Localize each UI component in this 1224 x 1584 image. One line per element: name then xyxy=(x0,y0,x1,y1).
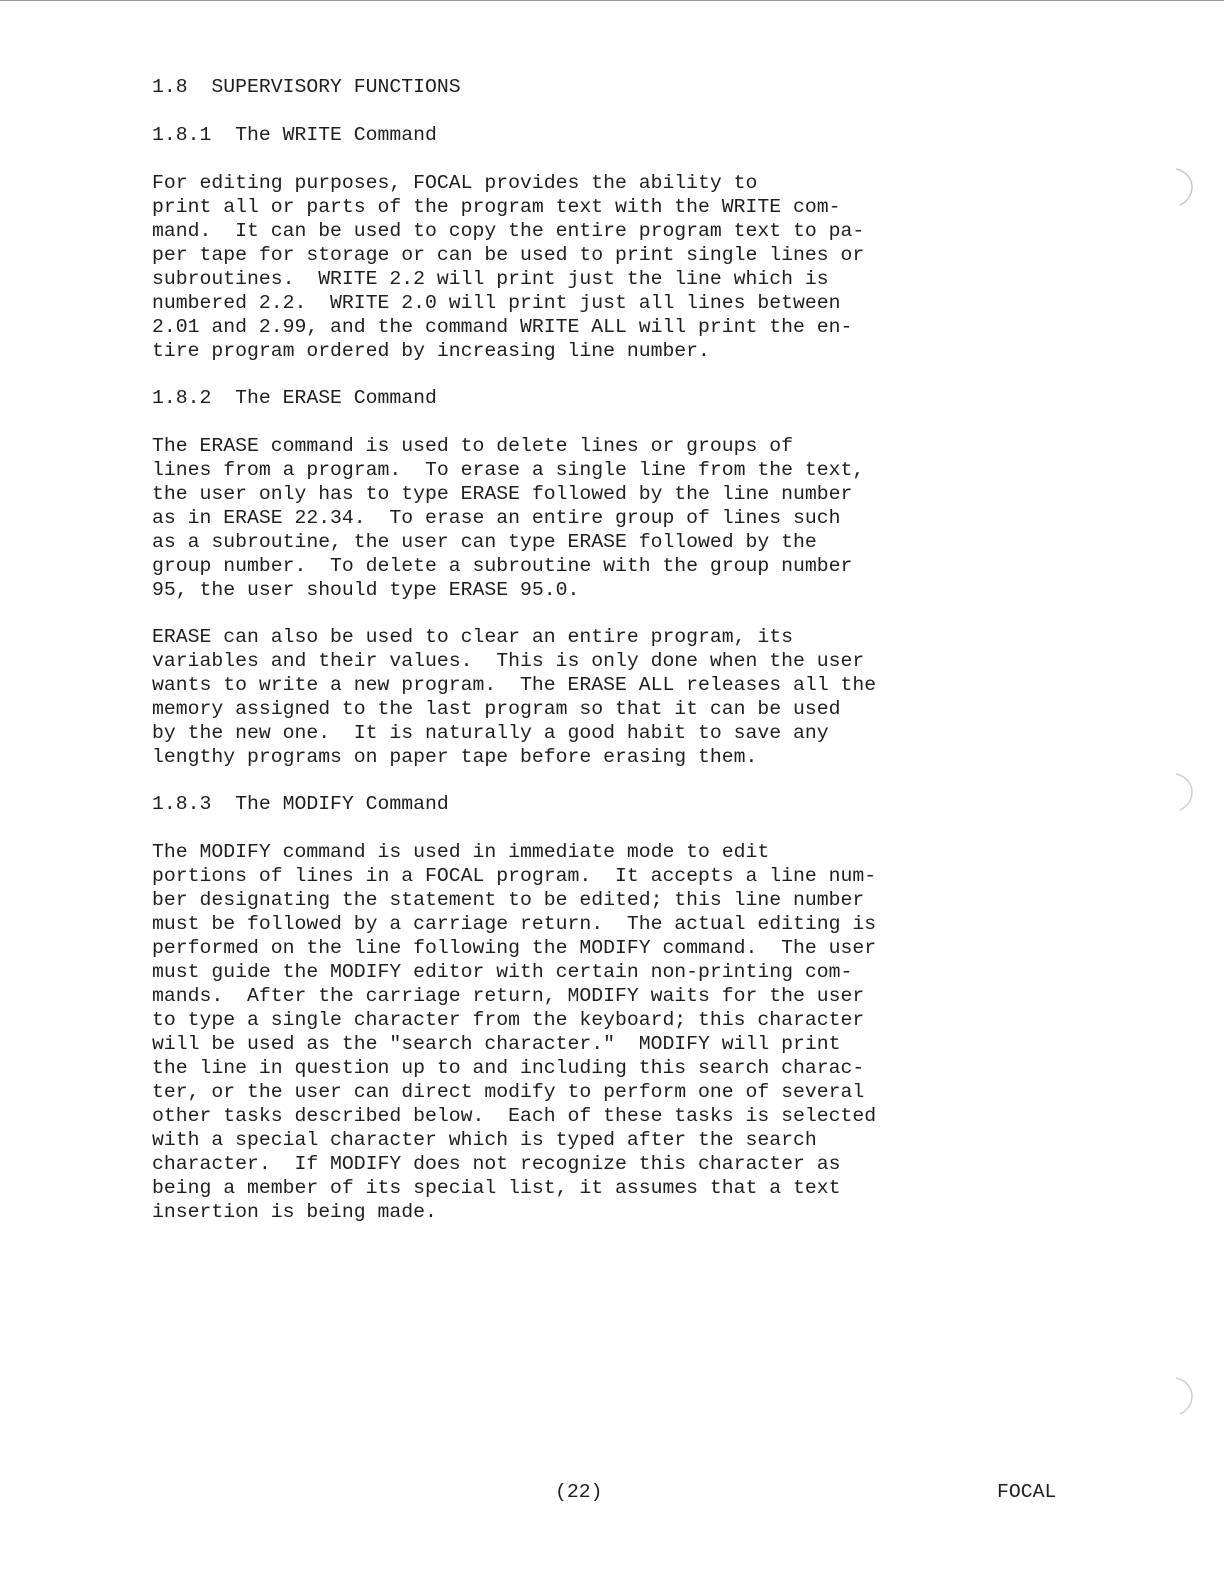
subsection-heading-modify: 1.8.3 The MODIFY Command xyxy=(152,793,449,815)
subsection-heading-erase: 1.8.2 The ERASE Command xyxy=(152,387,437,409)
paragraph-modify-command xyxy=(152,840,1042,1224)
section-heading: 1.8 SUPERVISORY FUNCTIONS xyxy=(152,76,461,98)
text-line: mand. It can be used to copy the entire program text to pa- xyxy=(152,220,865,242)
text-line: The ERASE command is used to delete lines or groups of xyxy=(152,435,794,457)
text-line: numbered 2.2. WRITE 2.0 will print just all lines between xyxy=(152,292,841,314)
text-line: The MODIFY command is used in immediate mode to edit xyxy=(152,841,770,863)
document-page xyxy=(152,75,1042,1247)
page-number: (22) xyxy=(555,1481,603,1503)
text-line: by the new one. It is naturally a good habit to save any xyxy=(152,722,829,744)
text-line: performed on the line following the MODIFY command. The user xyxy=(152,937,877,959)
text-line: ter, or the user can direct modify to perform one of several xyxy=(152,1081,865,1103)
text-line: lines from a program. To erase a single line from the text, xyxy=(152,459,865,481)
text-line: ERASE can also be used to clear an entire program, its xyxy=(152,626,794,648)
text-line: For editing purposes, FOCAL provides the ability to xyxy=(152,172,758,194)
paragraph-erase-command xyxy=(152,434,1042,602)
text-line: will be used as the "search character." MODIFY will print xyxy=(152,1033,841,1055)
text-line: with a special character which is typed after the search xyxy=(152,1129,817,1151)
binder-hole-mark xyxy=(1170,165,1196,209)
footer-title: FOCAL xyxy=(997,1481,1057,1503)
paragraph-write-command xyxy=(152,171,1042,363)
text-line: the line in question up to and including this search charac- xyxy=(152,1057,865,1079)
text-line: 2.01 and 2.99, and the command WRITE ALL will print the en- xyxy=(152,316,853,338)
text-line: being a member of its special list, it assumes that a text xyxy=(152,1177,841,1199)
binder-hole-mark xyxy=(1172,1374,1198,1418)
binder-hole-mark xyxy=(1172,770,1198,814)
text-line: group number. To delete a subroutine with the group number xyxy=(152,555,853,577)
text-line: 95, the user should type ERASE 95.0. xyxy=(152,579,580,601)
text-line: per tape for storage or can be used to print single lines or xyxy=(152,244,865,266)
text-line: other tasks described below. Each of these tasks is selected xyxy=(152,1105,877,1127)
subsection-heading-write: 1.8.1 The WRITE Command xyxy=(152,124,437,146)
text-line: print all or parts of the program text with the WRITE com- xyxy=(152,196,841,218)
paragraph-erase-all xyxy=(152,625,1042,769)
text-line: as a subroutine, the user can type ERASE followed by the xyxy=(152,531,817,553)
text-line: to type a single character from the keyboard; this character xyxy=(152,1009,865,1031)
text-line: the user only has to type ERASE followed by the line number xyxy=(152,483,853,505)
text-line: portions of lines in a FOCAL program. It accepts a line num- xyxy=(152,865,877,887)
text-line: character. If MODIFY does not recognize this character as xyxy=(152,1153,841,1175)
scan-top-edge xyxy=(0,0,1224,1)
text-line: as in ERASE 22.34. To erase an entire group of lines such xyxy=(152,507,841,529)
text-line: must be followed by a carriage return. The actual editing is xyxy=(152,913,877,935)
text-line: variables and their values. This is only done when the user xyxy=(152,650,865,672)
text-line: must guide the MODIFY editor with certain non-printing com- xyxy=(152,961,853,983)
text-line: tire program ordered by increasing line number. xyxy=(152,340,710,362)
text-line: insertion is being made. xyxy=(152,1201,437,1223)
text-line: ber designating the statement to be edited; this line number xyxy=(152,889,865,911)
text-line: mands. After the carriage return, MODIFY waits for the user xyxy=(152,985,865,1007)
text-line: wants to write a new program. The ERASE ALL releases all the xyxy=(152,674,877,696)
text-line: memory assigned to the last program so that it can be used xyxy=(152,698,841,720)
text-line: subroutines. WRITE 2.2 will print just the line which is xyxy=(152,268,829,290)
text-line: lengthy programs on paper tape before erasing them. xyxy=(152,746,758,768)
